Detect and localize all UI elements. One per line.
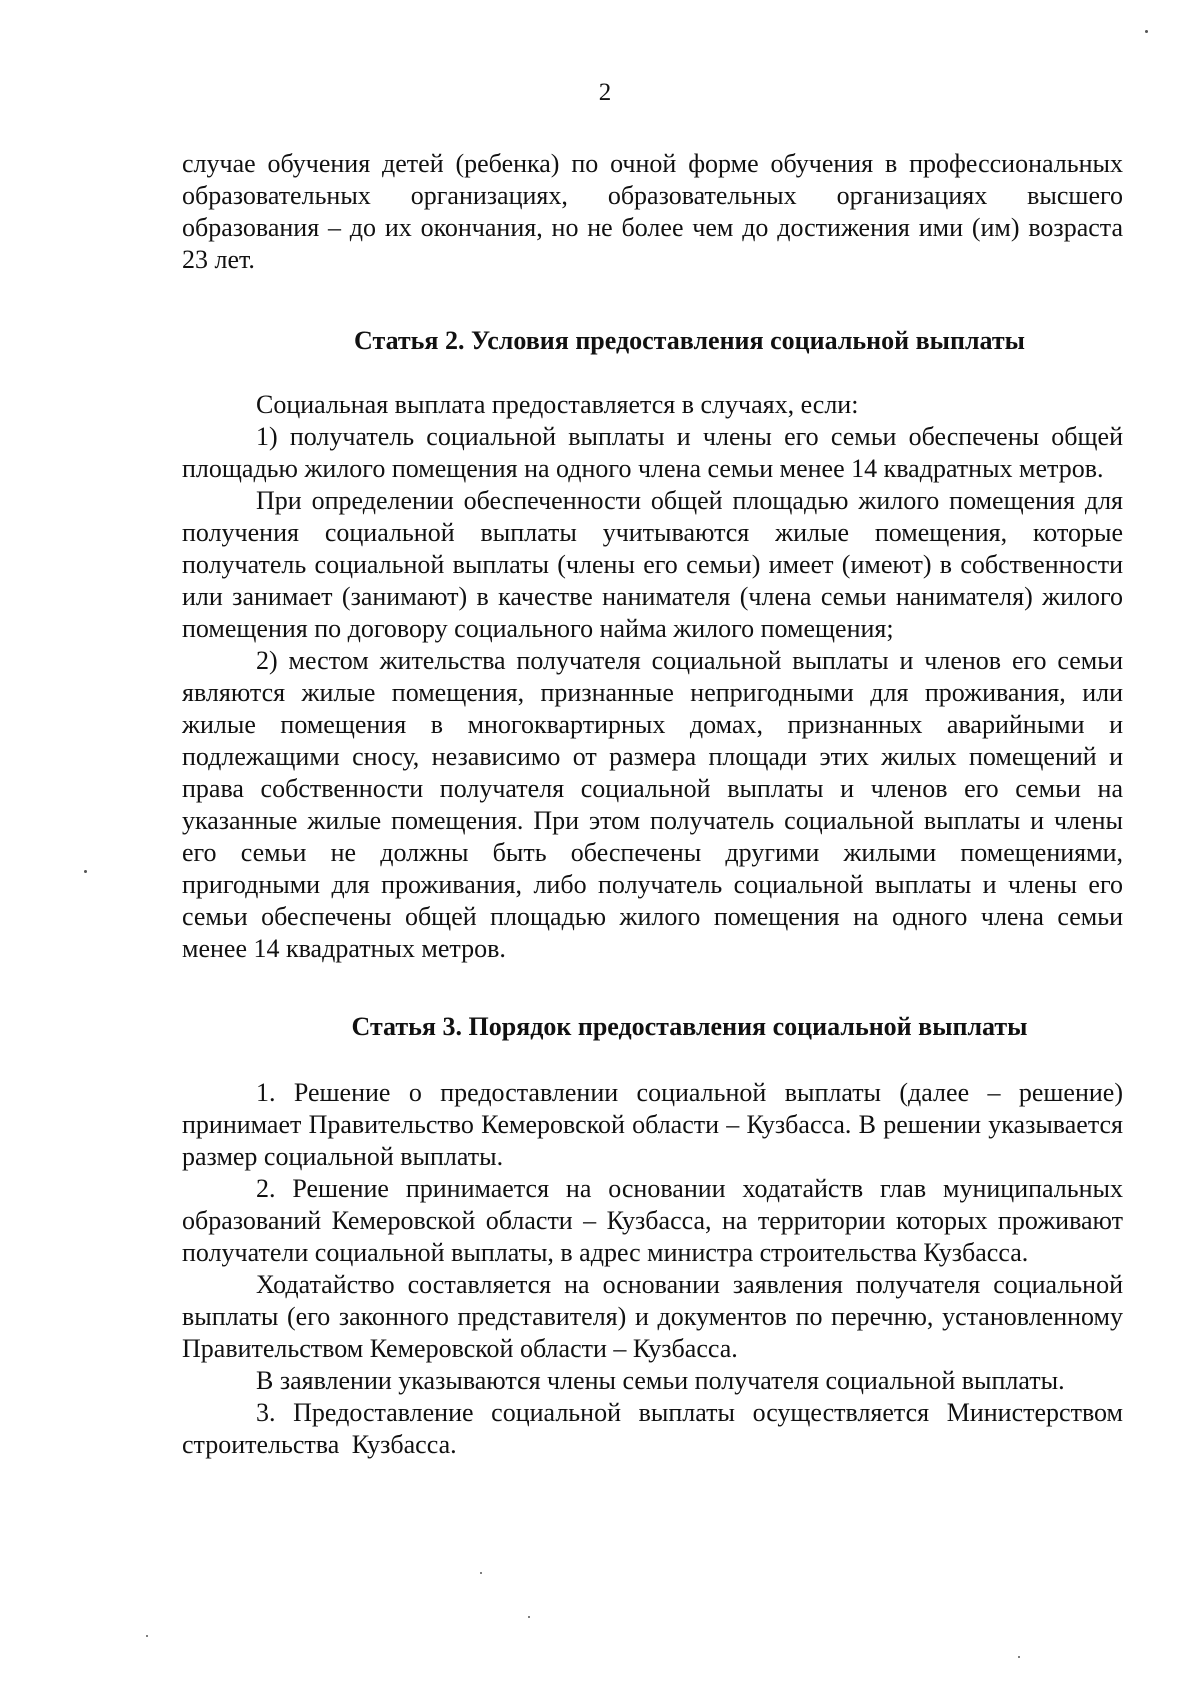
paragraph-procedure-2: 2. Решение принимается на основании ходатайств глав муниципальных образований Кемеровской области – Кузбасса, на территории которых проживают получатели социальной выплаты, в адрес министра строительства Кузбасса. <box>182 1174 1123 1267</box>
scan-speck <box>1018 1656 1020 1658</box>
scan-speck <box>146 1635 148 1637</box>
paragraph-conditions-intro: Социальная выплата предоставляется в случаях, если: <box>256 390 859 419</box>
paragraph-petition: Ходатайство составляется на основании заявления получателя социальной выплаты (его законного представителя) и документов по перечню, установленному Правительством Кемеровской области – Кузбасса. <box>182 1270 1123 1363</box>
paragraph-continuation: случае обучения детей (ребенка) по очной форме обучения в профессиональных образовательных организациях, образовательных организациях высшего образования – до их окончания, но не более чем до достижения ими (им) возраста 23 лет. <box>182 149 1123 274</box>
paragraph-application: В заявлении указываются члены семьи получателя социальной выплаты. <box>256 1366 1065 1395</box>
paragraph-procedure-1: 1. Решение о предоставлении социальной выплаты (далее – решение) принимает Правительство Кемеровской области – Кузбасса. В решении указывается размер социальной выплаты. <box>182 1078 1123 1171</box>
paragraph-procedure-3: 3. Предоставление социальной выплаты осуществляется Министерством строительства Кузбасса. <box>182 1398 1123 1459</box>
article-2-heading: Статья 2. Условия предоставления социальной выплаты <box>354 326 1025 355</box>
article-3-heading: Статья 3. Порядок предоставления социальной выплаты <box>351 1012 1028 1041</box>
scan-speck <box>84 870 87 873</box>
scan-speck <box>1145 30 1148 33</box>
paragraph-condition-1: 1) получатель социальной выплаты и члены его семьи обеспечены общей площадью жилого помещения на одного члена семьи менее 14 квадратных метров. <box>182 422 1123 483</box>
document-body <box>182 148 1123 1461</box>
paragraph-condition-2: 2) местом жительства получателя социальной выплаты и членов его семьи являются жилые помещения, признанные непригодными для проживания, или жилые помещения в многоквартирных домах, признанных аварийными и подлежащими сносу, независимо от размера площади этих жилых помещений и права собственности получателя социальной выплаты и членов его семьи на указанные жилые помещения. При этом получатель социальной выплаты и члены его семьи не должны быть обеспечены другими жилыми помещениями, пригодными для проживания, либо получатель социальной выплаты и члены его семьи обеспечены общей площадью жилого помещения на одного члена семьи менее 14 квадратных метров. <box>182 646 1123 963</box>
paragraph-area-determination: При определении обеспеченности общей площадью жилого помещения для получения социальной выплаты учитываются жилые помещения, которые получатель социальной выплаты (члены его семьи) имеет (имеют) в собственности или занимает (занимают) в качестве нанимателя (члена семьи нанимателя) жилого помещения по договору социального найма жилого помещения; <box>182 486 1123 643</box>
page-number: 2 <box>598 79 612 106</box>
scan-speck <box>528 1616 530 1618</box>
scan-speck <box>480 1572 482 1574</box>
